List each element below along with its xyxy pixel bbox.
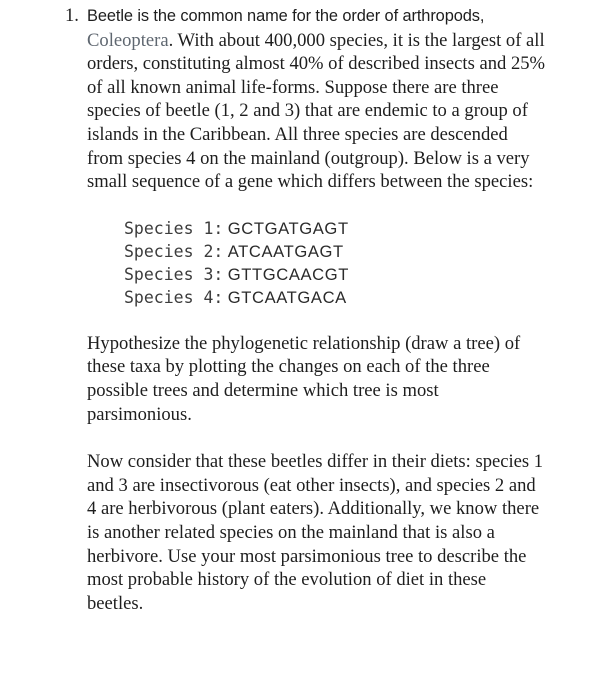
sequence-code: GTTGCAACGT — [227, 264, 349, 284]
sequence-row — [124, 286, 547, 309]
question-intro — [87, 4, 547, 194]
sequence-label: Species 1: — [124, 218, 224, 238]
sequence-label: Species 4: — [124, 287, 224, 307]
sequence-row — [124, 263, 547, 286]
order-name: Coleoptera — [87, 29, 169, 51]
sequence-label: Species 3: — [124, 264, 224, 284]
sequence-code: GTCAATGACA — [227, 287, 347, 307]
sequence-label: Species 2: — [124, 241, 224, 261]
sequence-row — [124, 217, 547, 240]
hypothesize-paragraph: Hypothesize the phylogenetic relationship (draw a tree) of these taxa by plotting the changes on each of the three possible trees and determine which tree is most parsimonious. — [87, 332, 521, 425]
intro-rest: . With about 400,000 species, it is the largest of all orders, constituting almost 40% of described insects and 25% of all known animal life-forms. Suppose there are three species of beetle (1, 2 and 3) that are endemic to a group of islands in the Caribbean. All three species are descended from species 4 on the mainland (outgroup). Below is a very small sequence of a gene which differs between the species: — [87, 29, 546, 193]
question-block — [65, 4, 547, 615]
sequence-list — [124, 217, 547, 309]
intro-first-sentence: Beetle is the common name for the order of arthropods, — [87, 7, 485, 25]
sequence-row — [124, 240, 547, 263]
diet-paragraph: Now consider that these beetles differ in their diets: species 1 and 3 are insectivorous (eat other insects), and species 2 and 4 are herbivorous (plant eaters). Additionally, we know there is another related species on the mainland that is also a herbivore. Use your most parsimonious tree to describe the most probable history of the evolution of diet in these beetles. — [87, 451, 544, 614]
sequence-code: ATCAATGAGT — [227, 241, 344, 261]
question-number: 1. — [65, 5, 79, 26]
sequence-code: GCTGATGAGT — [227, 218, 349, 238]
